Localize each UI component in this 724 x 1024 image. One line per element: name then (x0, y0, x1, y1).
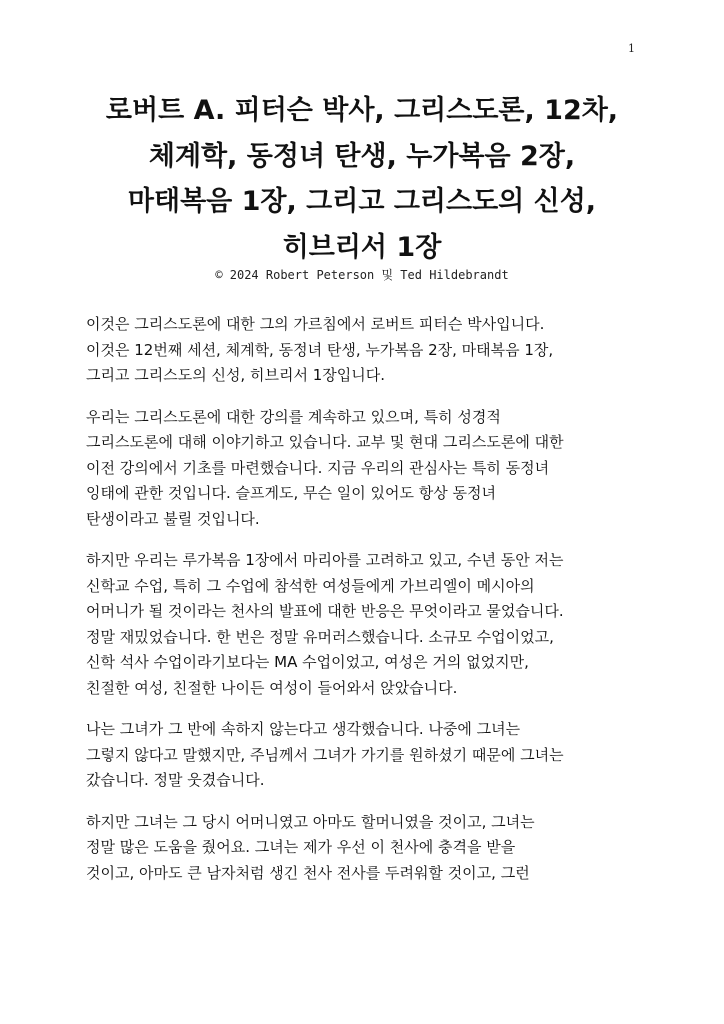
text-line: 이것은 12번째 세션, 체계학, 동정녀 탄생, 누가복음 2장, 마태복음 1장, (86, 340, 554, 359)
text-line: 그리스도론에 대해 이야기하고 있습니다. 교부 및 현대 그리스도론에 대한 (86, 433, 564, 451)
text-line: 탄생이라고 불릴 것입니다. (86, 509, 260, 528)
document-title (40, 88, 684, 270)
paragraph-4 (86, 717, 646, 794)
text-line: 어머니가 될 것이라는 천사의 발표에 대한 반응은 무엇이라고 물었습니다. (86, 602, 564, 620)
text-line: 신학 석사 수업이라기보다는 MA 수업이었고, 여성은 거의 없었지만, (86, 653, 529, 671)
text-line: 하지만 우리는 루가복음 1장에서 마리아를 고려하고 있고, 수년 동안 저는 (86, 551, 564, 569)
text-line: 갔습니다. 정말 웃겼습니다. (86, 771, 265, 789)
text-line: 친절한 여성, 친절한 나이든 여성이 들어와서 앉았습니다. (86, 678, 458, 697)
paragraph-3 (86, 548, 646, 701)
text-line: 그리고 그리스도의 신성, 히브리서 1장입니다. (86, 366, 385, 384)
text-line: 하지만 그녀는 그 당시 어머니였고 아마도 할머니였을 것이고, 그녀는 (86, 812, 535, 831)
text-line: 정말 재밌었습니다. 한 번은 정말 유머러스했습니다. 소규모 수업이었고, (86, 627, 554, 646)
text-line: 그렇지 않다고 말했지만, 주님께서 그녀가 가기를 원하셨기 때문에 그녀는 (86, 745, 564, 764)
text-line: 정말 많은 도움을 줬어요. 그녀는 제가 우선 이 천사에 충격을 받을 (86, 838, 516, 856)
title-line: 마태복음 1장, 그리고 그리스도의 신성, (127, 186, 597, 217)
text-line: 나는 그녀가 그 반에 속하지 않는다고 생각했습니다. 나중에 그녀는 (86, 720, 521, 738)
text-line: 잉태에 관한 것입니다. 슬프게도, 무슨 일이 있어도 항상 동정녀 (86, 484, 496, 502)
paragraph-2 (86, 405, 646, 533)
text-line: 이전 강의에서 기초를 마련했습니다. 지금 우리의 관심사는 특히 동정녀 (86, 458, 550, 477)
page-number: 1 (628, 42, 635, 55)
paragraph-5 (86, 810, 646, 887)
title-line: 체계학, 동정녀 탄생, 누가복음 2장, (148, 140, 576, 172)
document-body (86, 312, 646, 902)
text-line: 신학교 수업, 특히 그 수업에 참석한 여성들에게 가브리엘이 메시아의 (86, 576, 535, 595)
paragraph-1 (86, 312, 646, 389)
copyright-notice: © 2024 Robert Peterson 및 Ted Hildebrandt (215, 268, 509, 282)
title-line: 로버트 A. 피터슨 박사, 그리스도론, 12차, (105, 95, 619, 126)
text-line: 우리는 그리스도론에 대한 강의를 계속하고 있으며, 특히 성경적 (86, 407, 501, 426)
text-line: 이것은 그리스도론에 대한 그의 가르침에서 로버트 피터슨 박사입니다. (86, 315, 545, 333)
text-line: 것이고, 아마도 큰 남자처럼 생긴 천사 전사를 두려워할 것이고, 그런 (86, 863, 530, 882)
title-line: 히브리서 1장 (282, 231, 442, 263)
